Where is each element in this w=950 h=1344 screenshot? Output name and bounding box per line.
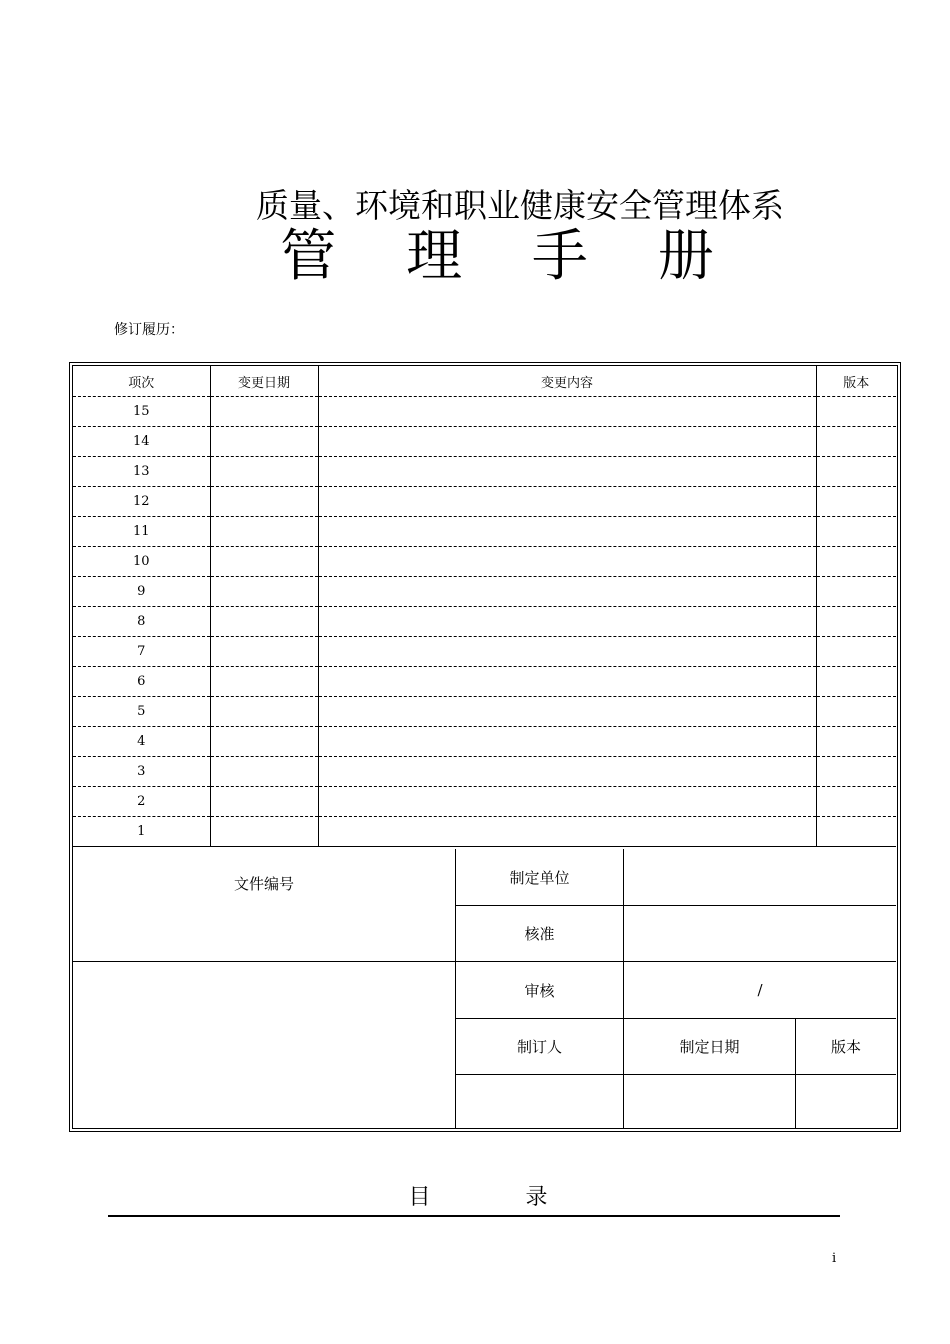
row-change-content [318, 397, 816, 427]
row-item-no: 1 [73, 817, 210, 847]
row-item-no: 8 [73, 607, 210, 637]
date-label: 制定日期 [679, 1038, 740, 1056]
file-number-value-cell [73, 962, 456, 1128]
row-change-date [210, 637, 318, 667]
version-label-cell [796, 1019, 896, 1075]
row-version [816, 607, 896, 637]
row-version [816, 697, 896, 727]
manual-subtitle: 管 理 手 册 [280, 224, 740, 289]
row-version [816, 817, 896, 847]
manual-title: 质量、环境和职业健康安全管理体系 [256, 186, 784, 225]
revision-row [73, 397, 896, 427]
row-change-content [318, 607, 816, 637]
row-change-date [210, 577, 318, 607]
row-change-date [210, 457, 318, 487]
revision-row [73, 787, 896, 817]
row-item-no: 3 [73, 757, 210, 787]
author-label-cell [456, 1019, 624, 1075]
revision-row [73, 727, 896, 757]
header-change-date: 变更日期 [210, 366, 318, 397]
row-version [816, 787, 896, 817]
row-version [816, 637, 896, 667]
row-change-content [318, 517, 816, 547]
unit-label: 制定单位 [509, 868, 570, 887]
revision-row [73, 697, 896, 727]
row-item-no: 14 [73, 427, 210, 457]
row-version [816, 517, 896, 547]
row-change-date [210, 667, 318, 697]
header-item-no: 项次 [73, 366, 210, 397]
row-change-content [318, 457, 816, 487]
row-version [816, 577, 896, 607]
row-version [816, 547, 896, 577]
row-item-no: 9 [73, 577, 210, 607]
row-change-content [318, 577, 816, 607]
revision-inner-frame [72, 365, 898, 1129]
revision-row [73, 547, 896, 577]
row-change-content [318, 757, 816, 787]
row-item-no: 15 [73, 397, 210, 427]
review-label: 审核 [524, 981, 555, 1000]
author-label: 制订人 [516, 1038, 562, 1056]
page-number: i [832, 1251, 837, 1266]
row-change-date [210, 547, 318, 577]
header-version: 版本 [816, 366, 896, 397]
row-item-no: 5 [73, 697, 210, 727]
row-version [816, 397, 896, 427]
row-version [816, 727, 896, 757]
date-value-cell [624, 1075, 796, 1128]
row-change-date [210, 397, 318, 427]
revision-row [73, 637, 896, 667]
row-change-date [210, 427, 318, 457]
revision-row [73, 817, 896, 847]
approve-label-cell [456, 906, 624, 962]
row-version [816, 667, 896, 697]
row-change-content [318, 637, 816, 667]
revision-row [73, 457, 896, 487]
row-change-date [210, 607, 318, 637]
revision-row [73, 607, 896, 637]
toc-divider [108, 1215, 840, 1217]
file-number-cell [73, 849, 456, 962]
row-change-content [318, 787, 816, 817]
row-change-content [318, 697, 816, 727]
row-change-date [210, 787, 318, 817]
row-change-content [318, 547, 816, 577]
revision-history-label: 修订履历： [114, 322, 184, 338]
row-version [816, 457, 896, 487]
row-change-date [210, 517, 318, 547]
row-version [816, 757, 896, 787]
row-item-no: 11 [73, 517, 210, 547]
revision-header-row [73, 366, 896, 397]
row-item-no: 7 [73, 637, 210, 667]
row-version [816, 487, 896, 517]
toc-title: 目 录 [408, 1185, 592, 1210]
revision-row [73, 757, 896, 787]
row-change-content [318, 817, 816, 847]
row-version [816, 427, 896, 457]
row-change-date [210, 817, 318, 847]
revision-table [73, 366, 896, 847]
revision-row [73, 577, 896, 607]
row-change-date [210, 727, 318, 757]
version-value-cell [796, 1075, 896, 1128]
row-item-no: 4 [73, 727, 210, 757]
row-change-date [210, 757, 318, 787]
row-item-no: 2 [73, 787, 210, 817]
document-info-block [73, 849, 896, 1128]
revision-frame [69, 362, 901, 1132]
row-change-content [318, 667, 816, 697]
row-change-content [318, 427, 816, 457]
unit-label-cell [456, 849, 624, 906]
header-change-content: 变更内容 [318, 366, 816, 397]
row-item-no: 13 [73, 457, 210, 487]
review-label-cell [456, 962, 624, 1019]
review-value: / [757, 981, 763, 999]
date-label-cell [624, 1019, 796, 1075]
version-label: 版本 [830, 1038, 861, 1056]
unit-value-cell [624, 849, 896, 906]
row-item-no: 6 [73, 667, 210, 697]
row-change-content [318, 727, 816, 757]
revision-row [73, 487, 896, 517]
row-change-date [210, 697, 318, 727]
file-number-label: 文件编号 [233, 875, 294, 893]
approve-value-cell [624, 906, 896, 962]
author-value-cell [456, 1075, 624, 1128]
row-change-content [318, 487, 816, 517]
row-change-date [210, 487, 318, 517]
approve-label: 核准 [524, 925, 555, 943]
review-value-cell [624, 962, 896, 1019]
revision-row [73, 517, 896, 547]
revision-row [73, 667, 896, 697]
revision-row [73, 427, 896, 457]
row-item-no: 12 [73, 487, 210, 517]
row-item-no: 10 [73, 547, 210, 577]
